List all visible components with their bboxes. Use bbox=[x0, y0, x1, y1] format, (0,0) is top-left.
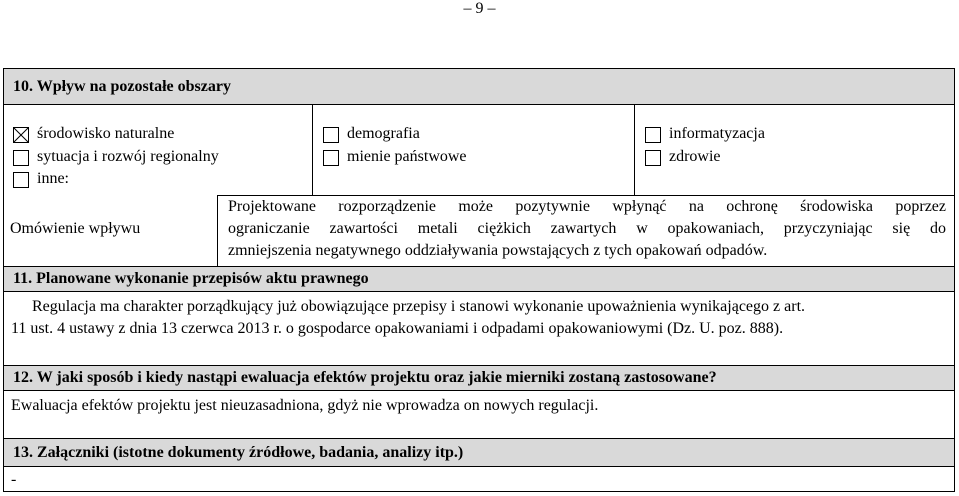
section-11-line: Regulacja ma charakter porządkujący już obowiązujące przepisy i stanowi wykonanie upoważnienia wynikającego z art. bbox=[32, 298, 806, 315]
section-11-line: 11 ust. 4 ustawy z dnia 13 czerwca 2013 r. o gospodarce opakowaniami i odpadami opakowaniowymi (Dz. U. poz. 888). bbox=[11, 320, 784, 337]
checkbox-zdrowie[interactable] bbox=[645, 150, 661, 166]
section-13-title: 13. Załączniki (istotne dokumenty źródłowe, badania, analizy itp.) bbox=[13, 444, 464, 461]
checkbox-label: mienie państwowe bbox=[347, 148, 467, 165]
checkbox-sytuacja-regionalna[interactable] bbox=[13, 150, 29, 166]
divider bbox=[3, 104, 955, 105]
divider bbox=[3, 390, 955, 391]
impact-text bbox=[228, 196, 946, 262]
checkbox-srodowisko-naturalne[interactable] bbox=[13, 127, 29, 143]
checkbox-label: informatyzacja bbox=[669, 125, 765, 142]
divider bbox=[3, 466, 955, 467]
divider bbox=[217, 195, 218, 266]
divider bbox=[312, 104, 313, 196]
check-x-icon bbox=[14, 128, 28, 142]
page-number: – 9 – bbox=[463, 0, 496, 17]
impact-line: zmniejszenia negatywnego oddziaływania powstających z tych opakowań odpadów. bbox=[228, 242, 768, 259]
section-12-text: Ewaluacja efektów projektu jest nieuzasadniona, gdyż nie wprowadza on nowych regulacji. bbox=[11, 397, 599, 414]
checkbox-label: demografia bbox=[347, 125, 420, 142]
checkbox-label: zdrowie bbox=[669, 148, 721, 165]
section-10-title: 10. Wpływ na pozostałe obszary bbox=[13, 78, 231, 95]
impact-label: Omówienie wpływu bbox=[10, 220, 141, 237]
checkbox-informatyzacja[interactable] bbox=[645, 127, 661, 143]
checkbox-label: inne: bbox=[37, 170, 69, 187]
divider bbox=[3, 291, 955, 292]
divider bbox=[634, 104, 635, 196]
section-13-text: - bbox=[11, 471, 17, 488]
checkbox-demografia[interactable] bbox=[323, 127, 339, 143]
section-12-title: 12. W jaki sposób i kiedy nastąpi ewaluacja efektów projektu oraz jakie mierniki zostaną zastosowane? bbox=[13, 369, 717, 386]
checkbox-mienie-panstwowe[interactable] bbox=[323, 150, 339, 166]
checkbox-label: sytuacja i rozwój regionalny bbox=[37, 148, 219, 165]
checkbox-label: środowisko naturalne bbox=[37, 125, 175, 142]
impact-line: Projektowane rozporządzenie może pozytywnie wpłynąć na ochronę środowiska poprzez bbox=[228, 198, 946, 215]
checkbox-inne[interactable] bbox=[13, 172, 29, 188]
section-11-title: 11. Planowane wykonanie przepisów aktu prawnego bbox=[13, 270, 369, 287]
impact-line: ograniczanie zawartości metali ciężkich zawartych w opakowaniach, przyczyniając się do bbox=[228, 220, 946, 237]
